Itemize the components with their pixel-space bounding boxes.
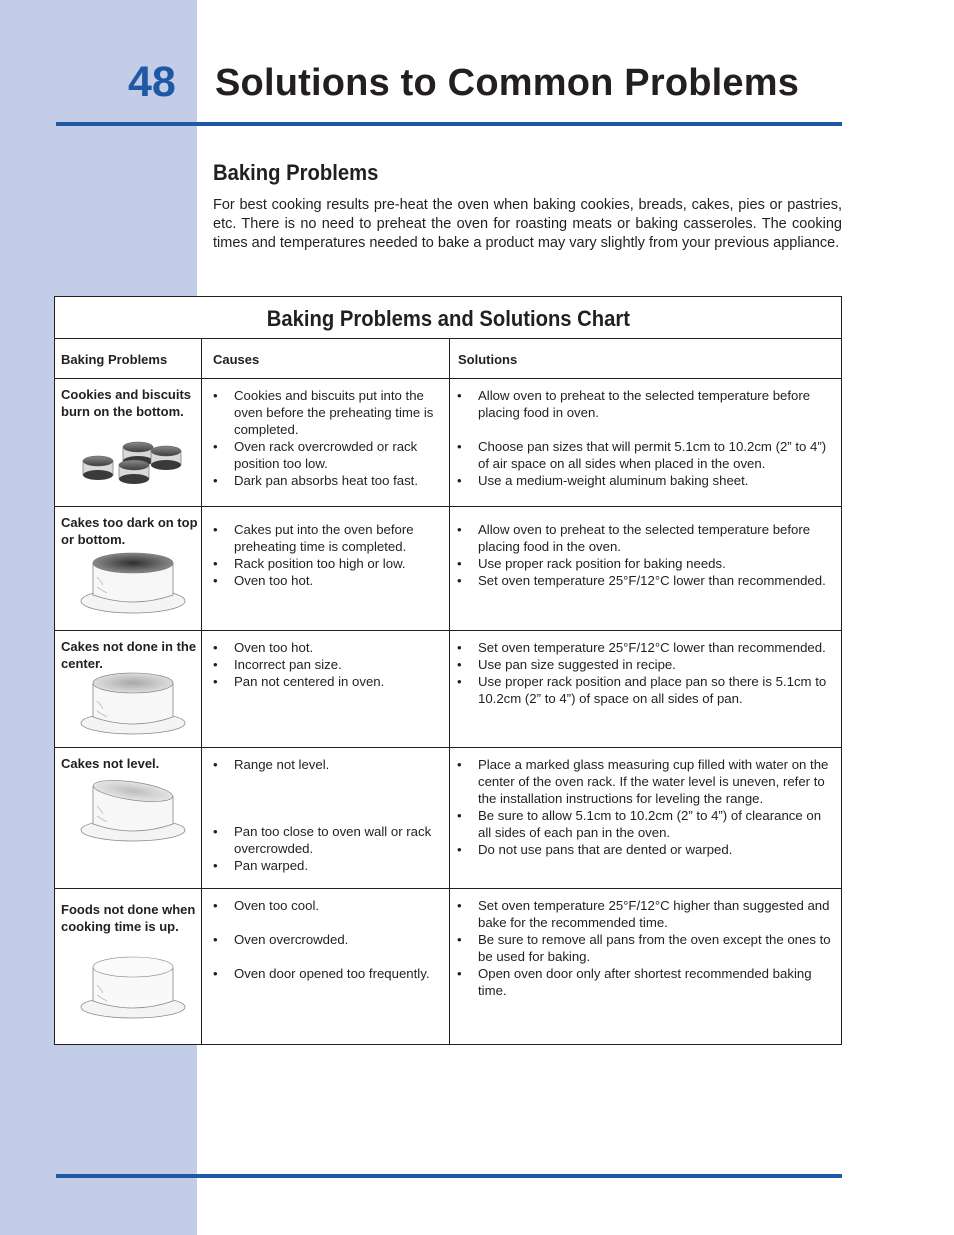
footer-rule <box>56 1174 842 1178</box>
table-row <box>55 748 841 889</box>
problem-text: Cookies and biscuits burn on the bottom. <box>61 387 192 419</box>
cause-item: • Cakes put into the oven before preheating time is completed. <box>213 521 443 555</box>
header-problems: Baking Problems <box>61 352 168 367</box>
cookies-icon <box>79 439 189 493</box>
solution-item: • Use a medium-weight aluminum baking sheet. <box>457 472 835 489</box>
solution-item: • Set oven temperature 25°F/12°C lower than recommended. <box>457 639 835 656</box>
table-row <box>55 631 841 748</box>
solution-item: • Choose pan sizes that will permit 5.1cm to 10.2cm (2” to 4”) of air space on all sides when placed in the oven. <box>457 438 835 472</box>
header-solutions: Solutions <box>458 352 518 367</box>
cause-item: • Incorrect pan size. <box>213 656 443 673</box>
cause-item: • Oven too cool. <box>213 897 443 914</box>
solution-item: • Set oven temperature 25°F/12°C higher than suggested and bake for the recommended time. <box>457 897 835 931</box>
intro-paragraph: For best cooking results pre-heat the oven when baking cookies, breads, cakes, pies or pastries, etc. There is no need to preheat the oven for roasting meats or baking casseroles. The cooking times and temperatures needed to bake a product may vary slightly from your previous appliance. <box>213 197 842 251</box>
cause-item: • Pan too close to oven wall or rack overcrowded. <box>213 823 443 857</box>
solution-item: • Open oven door only after shortest recommended baking time. <box>457 965 835 999</box>
solution-item: • Place a marked glass measuring cup filled with water on the center of the oven rack. If the water level is uneven, refer to the installation instructions for leveling the range. <box>457 756 835 807</box>
chart-title-bar <box>55 297 841 339</box>
problem-text: Foods not done when cooking time is up. <box>61 902 196 934</box>
pale-cake-icon <box>79 955 187 1021</box>
solution-item: • Use pan size suggested in recipe. <box>457 656 835 673</box>
cause-item: • Pan not centered in oven. <box>213 673 443 690</box>
page-number: 48 <box>128 58 176 106</box>
cause-item: • Oven door opened too frequently. <box>213 965 443 982</box>
solution-item: • Be sure to remove all pans from the oven except the ones to be used for baking. <box>457 931 835 965</box>
solution-item: • Use proper rack position and place pan so there is 5.1cm to 10.2cm (2” to 4”) of space on all sides of pan. <box>457 673 835 707</box>
problem-text: Cakes not level. <box>61 756 160 771</box>
solutions-chart <box>54 296 842 1045</box>
solution-item: • Use proper rack position for baking needs. <box>457 555 835 572</box>
page-title: Solutions to Common Problems <box>215 62 800 104</box>
cause-item: • Oven rack overcrowded or rack position too low. <box>213 438 443 472</box>
cause-item: • Pan warped. <box>213 857 443 874</box>
table-row <box>55 379 841 507</box>
cause-item: • Range not level. <box>213 756 443 773</box>
cause-item: • Cookies and biscuits put into the oven before the preheating time is completed. <box>213 387 443 438</box>
table-row <box>55 507 841 631</box>
cause-item: • Oven too hot. <box>213 639 443 656</box>
tilted-cake-icon <box>79 778 187 844</box>
problem-text: Cakes too dark on top or bottom. <box>61 515 198 547</box>
header-row <box>55 339 841 379</box>
solution-item: • Allow oven to preheat to the selected temperature before placing food in oven. <box>457 387 835 421</box>
cause-item: • Rack position too high or low. <box>213 555 443 572</box>
header-rule <box>56 122 842 126</box>
table-row <box>55 889 841 1045</box>
chart-title: Baking Problems and Solutions Chart <box>266 306 630 331</box>
header-causes: Causes <box>213 352 260 367</box>
solution-item: • Allow oven to preheat to the selected temperature before placing food in the oven. <box>457 521 835 555</box>
solution-item: • Do not use pans that are dented or warped. <box>457 841 835 858</box>
dark-cake-icon <box>79 551 187 617</box>
sunken-cake-icon <box>79 671 187 737</box>
cause-item: • Oven overcrowded. <box>213 931 443 948</box>
problem-text: Cakes not done in the center. <box>61 639 197 671</box>
section-title: Baking Problems <box>213 160 379 185</box>
cause-item: • Oven too hot. <box>213 572 443 589</box>
cause-item: • Dark pan absorbs heat too fast. <box>213 472 443 489</box>
solution-item: • Be sure to allow 5.1cm to 10.2cm (2” to 4”) of clearance on all sides of each pan in the oven. <box>457 807 835 841</box>
solution-item: • Set oven temperature 25°F/12°C lower than recommended. <box>457 572 835 589</box>
